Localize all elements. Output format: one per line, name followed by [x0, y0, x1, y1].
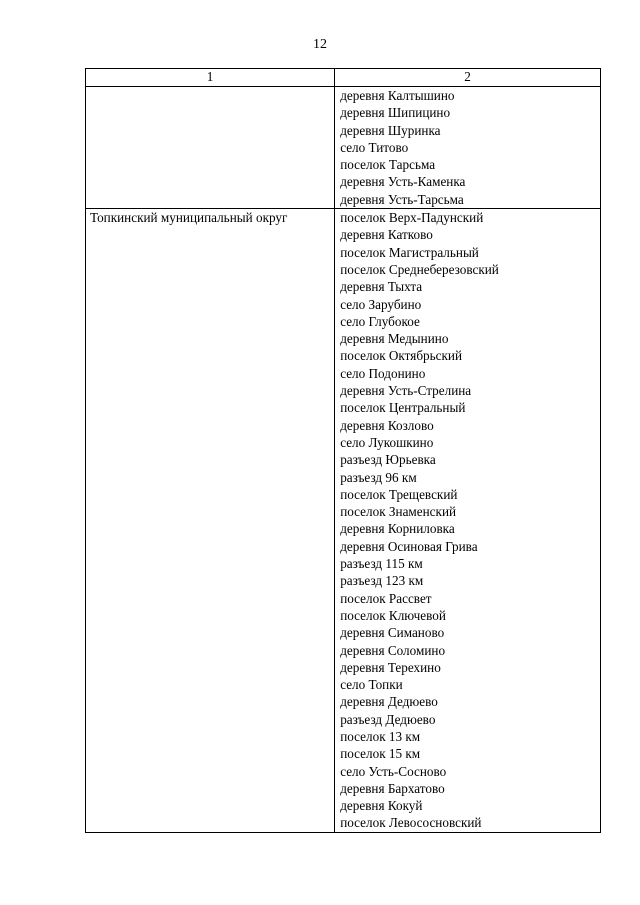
page-number: 12 — [313, 37, 327, 52]
table-header-row — [86, 69, 601, 87]
settlement-item: разъезд 115 км — [340, 556, 423, 572]
settlement-item: деревня Симаново — [340, 625, 445, 641]
settlement-item: деревня Усть-Стрелина — [340, 383, 472, 399]
settlement-item: деревня Тыхта — [340, 279, 423, 295]
district-cell: Топкинский муниципальный округ — [86, 209, 335, 833]
column-header-1: 1 — [86, 69, 335, 87]
table-body — [86, 87, 601, 833]
settlement-item: разъезд 96 км — [340, 469, 417, 485]
settlement-item: поселок Трещевский — [340, 486, 458, 502]
settlement-item: деревня Шуринка — [340, 122, 441, 138]
settlement-item: поселок Октябрьский — [340, 348, 463, 364]
settlement-item: деревня Усть-Каменка — [340, 174, 466, 190]
settlement-item: разъезд 123 км — [340, 573, 424, 589]
settlement-item: деревня Калтышино — [340, 88, 455, 103]
settlement-item: поселок 15 км — [340, 746, 421, 762]
settlement-item: разъезд Юрьевка — [340, 452, 436, 468]
settlement-item: поселок Ключевой — [340, 607, 446, 623]
table-row — [86, 87, 601, 209]
settlement-item: поселок Среднеберезовский — [340, 261, 499, 277]
settlement-item: деревня Катково — [340, 227, 433, 243]
district-cell — [86, 87, 335, 209]
settlement-item: поселок Магистральный — [340, 244, 479, 260]
settlement-item: поселок 13 км — [340, 728, 421, 744]
settlement-item: село Топки — [340, 677, 403, 693]
settlement-item: поселок Рассвет — [340, 590, 432, 606]
settlement-item: деревня Осиновая Грива — [340, 538, 478, 554]
settlement-item: деревня Бархатово — [340, 780, 445, 796]
settlement-item: деревня Усть-Тарсьма — [340, 191, 464, 207]
settlement-item: деревня Дедюево — [340, 694, 438, 710]
settlement-item: поселок Левососновский — [340, 815, 482, 831]
settlement-item: деревня Козлово — [340, 417, 434, 433]
settlement-item: поселок Верх-Падунский — [340, 210, 484, 226]
settlement-item: поселок Центральный — [340, 400, 466, 416]
settlement-item: село Усть-Сосново — [340, 763, 447, 779]
table-row — [86, 209, 601, 833]
settlements-table — [85, 68, 601, 833]
settlement-item: село Лукошкино — [340, 434, 434, 450]
settlement-item: деревня Корниловка — [340, 521, 455, 537]
settlement-item: деревня Кокуй — [340, 798, 423, 814]
settlement-item: поселок Тарсьма — [340, 157, 436, 173]
settlement-item: село Глубокое — [340, 313, 420, 329]
settlement-list — [340, 87, 594, 208]
settlement-item: деревня Соломино — [340, 642, 446, 658]
settlement-item: поселок Знаменский — [340, 504, 457, 520]
settlement-item: разъезд Дедюево — [340, 711, 436, 727]
settlement-item: деревня Медынино — [340, 331, 449, 347]
settlement-item: село Подонино — [340, 365, 426, 381]
column-header-2: 2 — [335, 69, 601, 87]
settlement-item: село Зарубино — [340, 296, 422, 312]
settlement-item: деревня Шипицино — [340, 105, 451, 121]
settlement-list — [340, 209, 594, 832]
settlements-cell — [335, 87, 601, 209]
settlement-item: село Титово — [340, 139, 409, 155]
settlement-item: деревня Терехино — [340, 659, 441, 675]
settlements-cell — [335, 209, 601, 833]
